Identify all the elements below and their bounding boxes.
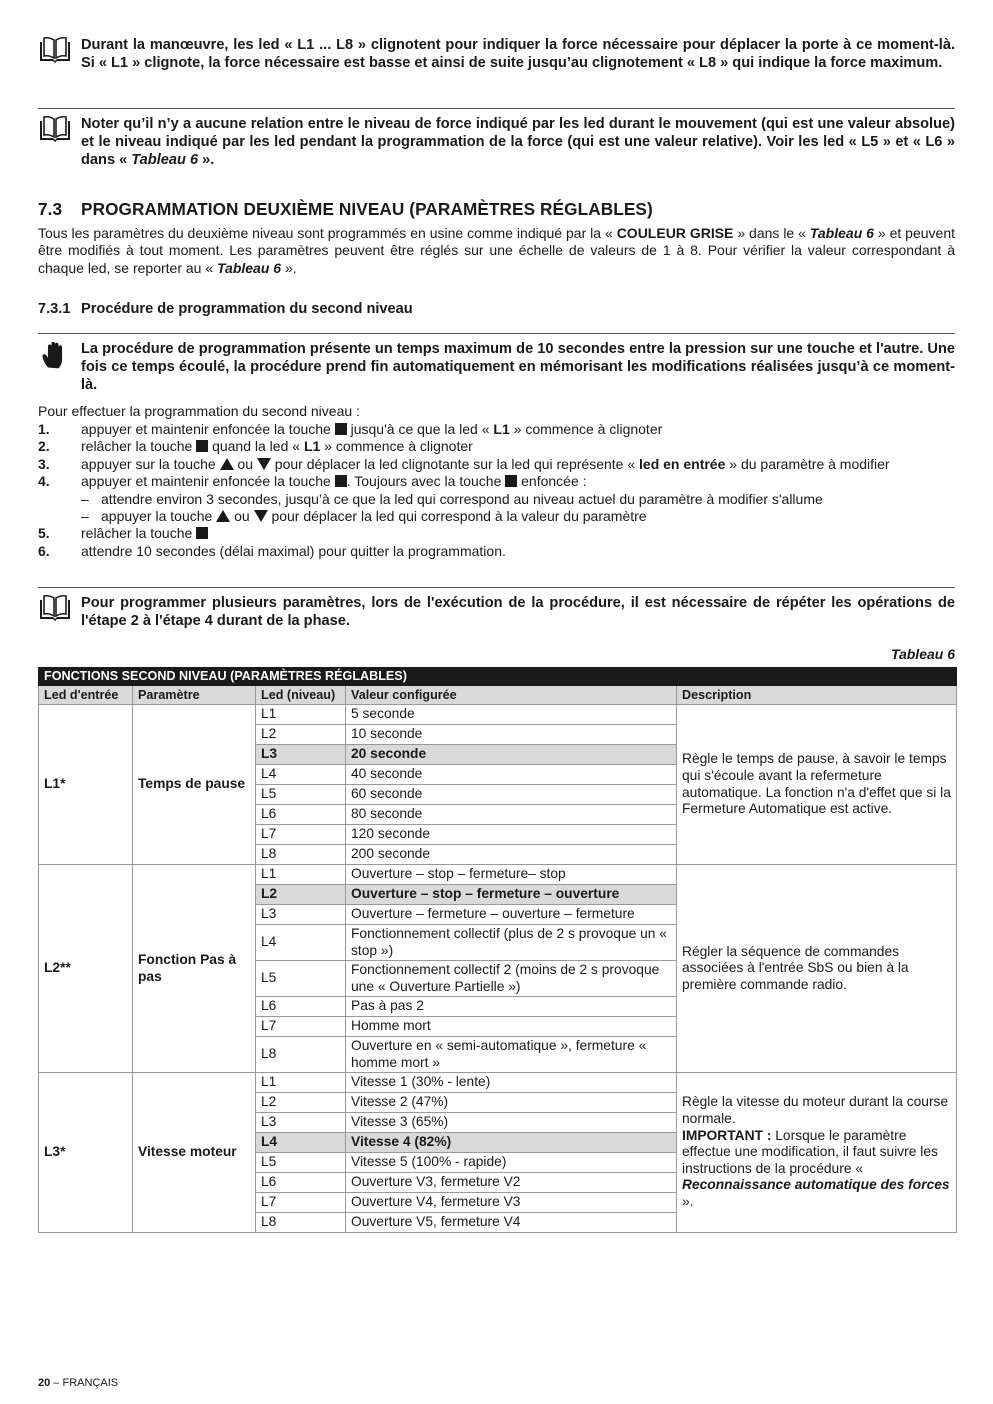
section-heading: 7.3 PROGRAMMATION DEUXIÈME NIVEAU (PARAMÈTRES RÉGLABLES): [38, 199, 653, 219]
value-cell: Ouverture V3, fermeture V2: [346, 1173, 677, 1193]
book-icon: [38, 594, 72, 622]
value-cell: 120 seconde: [346, 825, 677, 845]
description-cell: Règle la vitesse du moteur durant la course normale. IMPORTANT : Lorsque le paramètre effectue une modification, il faut suivre les instructions de la procédure « Reconnaissance automatique des forces ».: [677, 1073, 957, 1233]
level-led: L1: [256, 1073, 346, 1093]
note-force-relation: [38, 108, 955, 169]
procedure-steps: [38, 421, 955, 560]
step-4: 4. appuyer et maintenir enfoncée la touche . Toujours avec la touche enfoncée :: [38, 473, 587, 490]
button-square-icon: [505, 475, 517, 487]
value-cell: Fonctionnement collectif 2 (moins de 2 s provoque une « Ouverture Partielle »): [346, 961, 677, 997]
down-arrow-icon: [254, 510, 268, 522]
level-led: L8: [256, 1037, 346, 1073]
button-square-icon: [335, 423, 347, 435]
note-text: Pour programmer plusieurs paramètres, lors de l'exécution de la procédure, il est nécessaire de répéter les opérations de l'étape 2 à l'étape 4 durant de la phase.: [81, 595, 955, 629]
note-text: Durant la manœuvre, les led « L1 ... L8 » clignotent pour indiquer la force nécessaire pour déplacer la porte à ce moment-là. Si « L1 » clignote, la force nécessaire est basse et ainsi de suite jusqu’au clignotement « L8 » qui indique la force maximum.: [81, 37, 955, 71]
level-led-default: L3: [256, 745, 346, 765]
value-cell: 10 seconde: [346, 725, 677, 745]
level-led: L2: [256, 1093, 346, 1113]
value-cell: Ouverture – fermeture – ouverture – fermeture: [346, 905, 677, 925]
table-title: FONCTIONS SECOND NIVEAU (PARAMÈTRES RÉGLABLES): [39, 668, 957, 686]
level-led: L3: [256, 905, 346, 925]
stop-hand-icon: [40, 340, 70, 372]
footer-language: – FRANÇAIS: [50, 1377, 119, 1389]
level-led: L8: [256, 1213, 346, 1233]
step-1: 1. appuyer et maintenir enfoncée la touche jusqu'à ce que la led « L1 » commence à clignoter: [38, 421, 663, 437]
value-cell-default: Ouverture – stop – fermeture – ouverture: [346, 885, 677, 905]
level-led: L4: [256, 765, 346, 785]
level-led-default: L2: [256, 885, 346, 905]
level-led: L6: [256, 1173, 346, 1193]
subsection-heading: 7.3.1 Procédure de programmation du second niveau: [38, 301, 413, 317]
table-reference: Tableau 6: [131, 152, 199, 168]
value-cell: 5 seconde: [346, 705, 677, 725]
level-led: L1: [256, 865, 346, 885]
note-timeout-warning: [38, 333, 955, 394]
input-led: L3*: [39, 1073, 133, 1233]
parameters-table: [38, 667, 957, 1233]
value-cell-default: 20 seconde: [346, 745, 677, 765]
step-4-sub-2: – appuyer la touche ou pour déplacer la led qui correspond à la valeur du paramètre: [81, 508, 647, 525]
level-led: L7: [256, 825, 346, 845]
value-cell: Vitesse 3 (65%): [346, 1113, 677, 1133]
button-square-icon: [196, 440, 208, 452]
value-cell: Homme mort: [346, 1017, 677, 1037]
input-led: L1*: [39, 705, 133, 865]
up-arrow-icon: [220, 458, 234, 470]
value-cell: 60 seconde: [346, 785, 677, 805]
step-6: 6. attendre 10 secondes (délai maximal) pour quitter la programmation.: [38, 542, 506, 559]
note-force-leds: [38, 36, 955, 72]
level-led: L2: [256, 725, 346, 745]
level-led: L7: [256, 1193, 346, 1213]
step-4-sub-1: – attendre environ 3 secondes, jusqu’à ce que la led qui correspond au niveau actuel du paramètre à modifier s'allume: [81, 490, 823, 507]
column-header: Valeur configurée: [346, 686, 677, 705]
level-led: L5: [256, 961, 346, 997]
parameter-name: Fonction Pas à pas: [133, 865, 256, 1073]
column-header: Led d'entrée: [39, 686, 133, 705]
value-cell: Ouverture – stop – fermeture– stop: [346, 865, 677, 885]
note-multiple-params: [38, 587, 955, 630]
value-cell: 80 seconde: [346, 805, 677, 825]
value-cell: Vitesse 2 (47%): [346, 1093, 677, 1113]
level-led: L5: [256, 785, 346, 805]
up-arrow-icon: [216, 510, 230, 522]
level-led: L6: [256, 997, 346, 1017]
value-cell: Pas à pas 2: [346, 997, 677, 1017]
value-cell-default: Vitesse 4 (82%): [346, 1133, 677, 1153]
input-led: L2**: [39, 865, 133, 1073]
book-icon: [38, 115, 72, 143]
button-square-icon: [335, 475, 347, 487]
parameter-name: Vitesse moteur: [133, 1073, 256, 1233]
section-paragraph: Tous les paramètres du deuxième niveau sont programmés en usine comme indiqué par la « COULEUR GRISE » dans le « Tableau 6 » et peuvent être modifiés à tout moment. Les paramètres peuvent être réglés sur une échelle de valeurs de 1 à 8. Pour vérifier la valeur correspondant à chaque led, se reporter au « Tableau 6 ».: [38, 225, 956, 276]
value-cell: Ouverture V5, fermeture V4: [346, 1213, 677, 1233]
value-cell: Vitesse 5 (100% - rapide): [346, 1153, 677, 1173]
page-footer: [38, 1377, 118, 1389]
column-header: Paramètre: [133, 686, 256, 705]
level-led: L1: [256, 705, 346, 725]
description-cell: Régler la séquence de commandes associées à l'entrée SbS ou bien à la première commande radio.: [677, 865, 957, 1073]
step-3: 3. appuyer sur la touche ou pour déplacer la led clignotante sur la led qui représente « led en entrée » du paramètre à modifier: [38, 455, 890, 472]
note-text: Noter qu’il n’y a aucune relation entre le niveau de force indiqué par les led durant le mouvement (qui est une valeur absolue) et le niveau indiqué par les led pendant la programmation de la force (qui est une valeur relative). Voir les led « L5 » et « L6 » dans « Tableau 6 ».: [81, 116, 955, 168]
value-cell: 200 seconde: [346, 845, 677, 865]
level-led: L4: [256, 925, 346, 961]
note-text: La procédure de programmation présente un temps maximum de 10 secondes entre la pression sur une touche et l'autre. Une fois ce temps écoulé, la procédure prend fin automatiquement en mémorisant les modifications réalisées jusqu’à ce moment-là.: [81, 341, 955, 393]
value-cell: Ouverture en « semi-automatique », fermeture « homme mort »: [346, 1037, 677, 1073]
column-header: Led (niveau): [256, 686, 346, 705]
value-cell: Fonctionnement collectif (plus de 2 s provoque un « stop »): [346, 925, 677, 961]
step-2: 2. relâcher la touche quand la led « L1 » commence à clignoter: [38, 438, 473, 455]
level-led: L7: [256, 1017, 346, 1037]
level-led: L3: [256, 1113, 346, 1133]
book-icon: [38, 36, 72, 64]
value-cell: Ouverture V4, fermeture V3: [346, 1193, 677, 1213]
level-led: L5: [256, 1153, 346, 1173]
description-cell: Règle le temps de pause, à savoir le temps qui s'écoule avant la refermeture automatique. La fonction n'a d'effet que si la Fermeture Automatique est active.: [677, 705, 957, 865]
level-led: L6: [256, 805, 346, 825]
button-square-icon: [196, 527, 208, 539]
table-caption: Tableau 6: [890, 646, 955, 662]
level-led: L8: [256, 845, 346, 865]
level-led-default: L4: [256, 1133, 346, 1153]
value-cell: 40 seconde: [346, 765, 677, 785]
page-number: 20: [38, 1377, 51, 1389]
step-5: 5. relâcher la touche: [38, 525, 955, 542]
parameter-name: Temps de pause: [133, 705, 256, 865]
procedure-intro: Pour effectuer la programmation du second niveau :: [38, 403, 360, 419]
down-arrow-icon: [257, 458, 271, 470]
column-header: Description: [677, 686, 957, 705]
value-cell: Vitesse 1 (30% - lente): [346, 1073, 677, 1093]
